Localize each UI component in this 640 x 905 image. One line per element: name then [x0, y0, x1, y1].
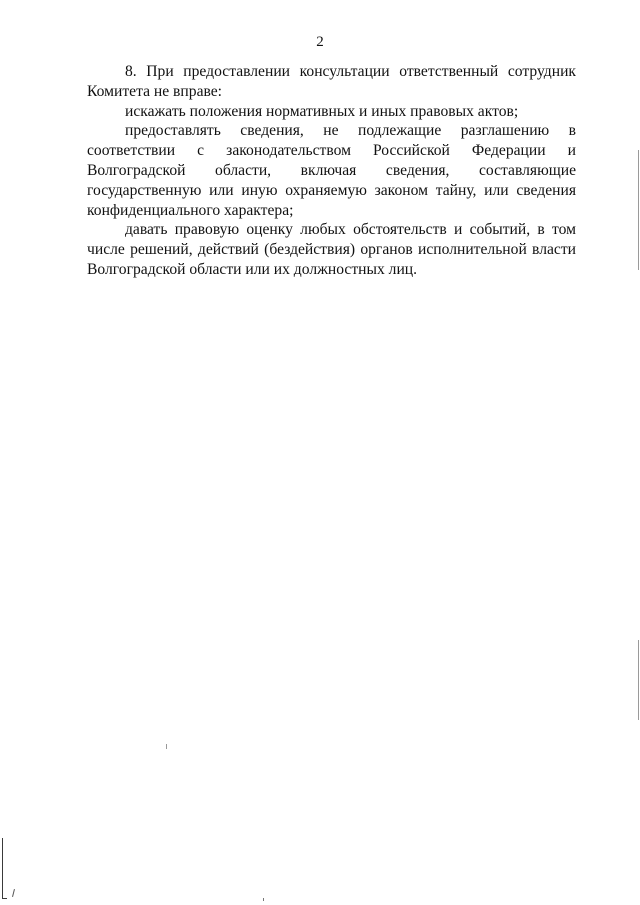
scan-edge-line [638, 150, 639, 270]
page-number: 2 [316, 34, 324, 50]
paragraph-disclose-information: предоставлять сведения, не подлежащие разглашению в соответствии с законодательством Российской Федерации и Волгоградской области, включая сведения, составляющие государственную или иную охраняемую законом тайну, или сведения конфиденциального характера; [87, 122, 576, 219]
paragraph-distort-provisions: искажать положения нормативных и иных правовых актов; [125, 102, 519, 120]
scan-speck [12, 889, 15, 897]
paragraph-legal-assessment: давать правовую оценку любых обстоятельств и событий, в том числе решений, действий (бездействия) органов исполнительной власти Волгоградской области или их должностных лиц. [87, 221, 576, 278]
scan-speck [166, 744, 167, 749]
scan-edge-line [638, 640, 639, 720]
document-body [87, 62, 576, 280]
scan-corner-mark [2, 838, 7, 899]
paragraph-restrictions-intro: 8. При предоставлении консультации ответственный сотрудник Комитета не вправе: [87, 63, 576, 100]
scan-speck [263, 898, 264, 901]
